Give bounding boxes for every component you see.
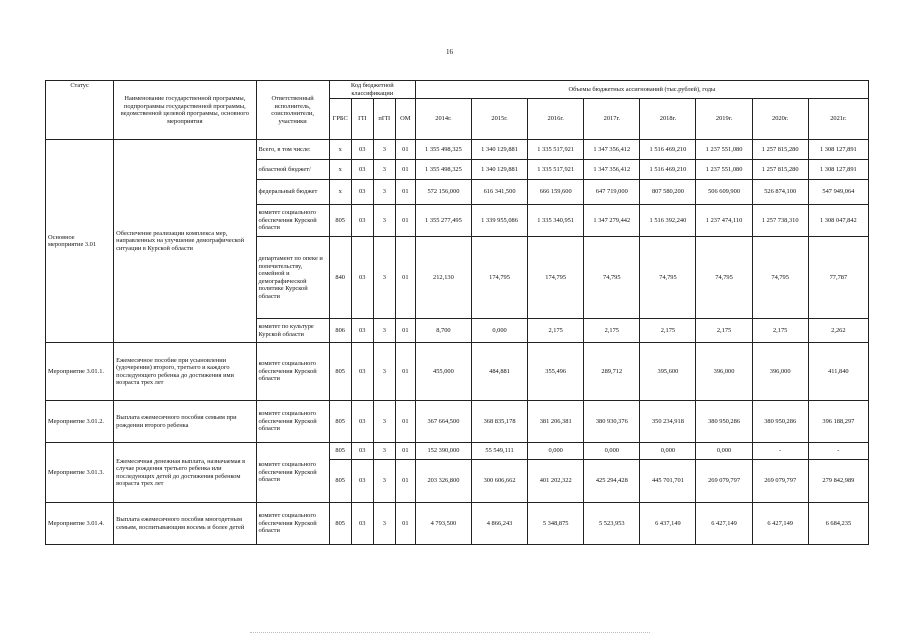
- value-cell: 1 340 129,881: [471, 160, 527, 180]
- value-cell: 1 347 356,412: [584, 140, 640, 160]
- resp-cell: комитет социального обеспечения Курской области: [256, 503, 329, 545]
- name-cell: Выплата ежемесячного пособия многодетным семьям, воспитывающим восемь и более детей: [114, 503, 256, 545]
- resp-cell: Всего, в том числе:: [256, 140, 329, 160]
- code-cell-gp: 03: [351, 503, 373, 545]
- code-cell-grbs: 806: [329, 319, 351, 343]
- code-cell-gp: 03: [351, 237, 373, 319]
- code-cell-pgp: 3: [373, 401, 395, 443]
- value-cell: 1 516 392,240: [640, 205, 696, 237]
- value-cell: 547 949,064: [808, 180, 868, 205]
- resp-cell: федеральный бюджет: [256, 180, 329, 205]
- header-year: 2018г.: [640, 99, 696, 140]
- value-cell: 2,175: [528, 319, 584, 343]
- value-cell: 279 842,989: [808, 460, 868, 503]
- value-cell: 368 835,178: [471, 401, 527, 443]
- value-cell: -: [752, 443, 808, 460]
- value-cell: 6 684,235: [808, 503, 868, 545]
- code-cell-gp: 03: [351, 205, 373, 237]
- code-cell-grbs: 805: [329, 503, 351, 545]
- value-cell: 289,712: [584, 343, 640, 401]
- value-cell: 0,000: [696, 443, 752, 460]
- value-cell: 395,600: [640, 343, 696, 401]
- resp-cell: комитет социального обеспечения Курской области: [256, 401, 329, 443]
- header-name: Наименование государственной программы, подпрограммы государственной программы, ведомственной целевой программы, основного мероприятия: [114, 81, 256, 140]
- code-cell-gp: 03: [351, 180, 373, 205]
- value-cell: 1 308 047,842: [808, 205, 868, 237]
- value-cell: 411,840: [808, 343, 868, 401]
- code-cell-grbs: 805: [329, 343, 351, 401]
- header-code: пГП: [373, 99, 395, 140]
- code-cell-grbs: 805: [329, 205, 351, 237]
- header-code: ГП: [351, 99, 373, 140]
- header-volumes: Объемы бюджетных ассигнований (тыс.рублей), годы: [415, 81, 868, 99]
- code-cell-om: 01: [395, 460, 415, 503]
- value-cell: 0,000: [640, 443, 696, 460]
- header-budget-code: Код бюджетной классификации: [329, 81, 415, 99]
- value-cell: 380 950,286: [752, 401, 808, 443]
- name-cell: Обеспечение реализации комплекса мер, направленных на улучшение демографической ситуации в Курской области: [114, 140, 256, 343]
- value-cell: 1 257 815,280: [752, 160, 808, 180]
- resp-cell: комитет социального обеспечения Курской области: [256, 343, 329, 401]
- value-cell: 1 308 127,891: [808, 160, 868, 180]
- resp-cell: комитет социального обеспечения Курской области: [256, 443, 329, 503]
- value-cell: 1 335 517,921: [528, 140, 584, 160]
- code-cell-gp: 03: [351, 443, 373, 460]
- value-cell: 396 188,297: [808, 401, 868, 443]
- code-cell-pgp: 3: [373, 160, 395, 180]
- status-cell: Мероприятие 3.01.4.: [46, 503, 114, 545]
- value-cell: 1 335 340,951: [528, 205, 584, 237]
- code-cell-grbs: х: [329, 140, 351, 160]
- value-cell: 2,175: [584, 319, 640, 343]
- status-cell: Мероприятие 3.01.1.: [46, 343, 114, 401]
- header-code: ОМ: [395, 99, 415, 140]
- value-cell: 2,175: [752, 319, 808, 343]
- code-cell-gp: 03: [351, 401, 373, 443]
- code-cell-om: 01: [395, 443, 415, 460]
- value-cell: 1 355 277,495: [415, 205, 471, 237]
- value-cell: 506 609,900: [696, 180, 752, 205]
- code-cell-pgp: 3: [373, 443, 395, 460]
- value-cell: 6 427,149: [752, 503, 808, 545]
- value-cell: 0,000: [471, 319, 527, 343]
- header-year: 2014г.: [415, 99, 471, 140]
- status-cell: Мероприятие 3.01.3.: [46, 443, 114, 503]
- value-cell: 1 516 469,210: [640, 140, 696, 160]
- value-cell: 1 355 498,325: [415, 160, 471, 180]
- footer-dots: [250, 632, 650, 634]
- code-cell-gp: 03: [351, 460, 373, 503]
- value-cell: 445 701,701: [640, 460, 696, 503]
- code-cell-grbs: х: [329, 180, 351, 205]
- code-cell-gp: 03: [351, 160, 373, 180]
- code-cell-om: 01: [395, 319, 415, 343]
- status-cell: Основное мероприятие 3.01: [46, 140, 114, 343]
- value-cell: 5 348,875: [528, 503, 584, 545]
- header-year: 2016г.: [528, 99, 584, 140]
- value-cell: 1 347 279,442: [584, 205, 640, 237]
- code-cell-pgp: 3: [373, 319, 395, 343]
- value-cell: 1 340 129,881: [471, 140, 527, 160]
- code-cell-grbs: 805: [329, 460, 351, 503]
- value-cell: 1 237 474,110: [696, 205, 752, 237]
- value-cell: 269 079,797: [752, 460, 808, 503]
- value-cell: 1 237 551,080: [696, 160, 752, 180]
- value-cell: 8,700: [415, 319, 471, 343]
- header-year: 2015г.: [471, 99, 527, 140]
- value-cell: 572 156,000: [415, 180, 471, 205]
- code-cell-om: 01: [395, 237, 415, 319]
- value-cell: 269 079,797: [696, 460, 752, 503]
- header-year: 2021г.: [808, 99, 868, 140]
- header-year: 2019г.: [696, 99, 752, 140]
- value-cell: 484,881: [471, 343, 527, 401]
- code-cell-om: 01: [395, 140, 415, 160]
- value-cell: 616 341,500: [471, 180, 527, 205]
- value-cell: 1 257 815,280: [752, 140, 808, 160]
- value-cell: 666 159,600: [528, 180, 584, 205]
- header-responsible: Ответственный исполнитель, соисполнители, участники: [256, 81, 329, 140]
- name-cell: Ежемесячное пособие при усыновлении (удочерении) второго, третьего и каждого последующего ребенка до достижения ими возраста трех лет: [114, 343, 256, 401]
- code-cell-om: 01: [395, 401, 415, 443]
- value-cell: 1 335 517,921: [528, 160, 584, 180]
- code-cell-pgp: 3: [373, 503, 395, 545]
- value-cell: 0,000: [584, 443, 640, 460]
- value-cell: 396,000: [752, 343, 808, 401]
- code-cell-gp: 03: [351, 343, 373, 401]
- code-cell-grbs: х: [329, 160, 351, 180]
- value-cell: 74,795: [696, 237, 752, 319]
- value-cell: -: [808, 443, 868, 460]
- value-cell: 5 523,953: [584, 503, 640, 545]
- code-cell-pgp: 3: [373, 140, 395, 160]
- value-cell: 174,795: [528, 237, 584, 319]
- value-cell: 380 950,286: [696, 401, 752, 443]
- code-cell-om: 01: [395, 160, 415, 180]
- value-cell: 6 437,149: [640, 503, 696, 545]
- value-cell: 807 580,200: [640, 180, 696, 205]
- value-cell: 2,175: [640, 319, 696, 343]
- code-cell-om: 01: [395, 343, 415, 401]
- value-cell: 425 294,428: [584, 460, 640, 503]
- value-cell: 300 606,662: [471, 460, 527, 503]
- header-year: 2020г.: [752, 99, 808, 140]
- name-cell: Выплата ежемесячного пособия семьям при рождении второго ребенка: [114, 401, 256, 443]
- resp-cell: комитет социального обеспечения Курской области: [256, 205, 329, 237]
- value-cell: 526 874,100: [752, 180, 808, 205]
- value-cell: 1 237 551,080: [696, 140, 752, 160]
- value-cell: 174,795: [471, 237, 527, 319]
- value-cell: 74,795: [752, 237, 808, 319]
- code-cell-om: 01: [395, 503, 415, 545]
- header-year: 2017г.: [584, 99, 640, 140]
- value-cell: 4 866,243: [471, 503, 527, 545]
- value-cell: 381 206,381: [528, 401, 584, 443]
- value-cell: 647 719,000: [584, 180, 640, 205]
- value-cell: 1 355 498,325: [415, 140, 471, 160]
- value-cell: 355,496: [528, 343, 584, 401]
- value-cell: 74,795: [640, 237, 696, 319]
- resp-cell: комитет по культуре Курской области: [256, 319, 329, 343]
- code-cell-pgp: 3: [373, 343, 395, 401]
- value-cell: 74,795: [584, 237, 640, 319]
- value-cell: 203 326,800: [415, 460, 471, 503]
- code-cell-grbs: 805: [329, 443, 351, 460]
- code-cell-grbs: 840: [329, 237, 351, 319]
- code-cell-gp: 03: [351, 319, 373, 343]
- page-number: 16: [446, 48, 453, 56]
- value-cell: 212,130: [415, 237, 471, 319]
- value-cell: 367 664,500: [415, 401, 471, 443]
- code-cell-pgp: 3: [373, 460, 395, 503]
- value-cell: 6 427,149: [696, 503, 752, 545]
- value-cell: 55 549,111: [471, 443, 527, 460]
- value-cell: 2,262: [808, 319, 868, 343]
- value-cell: 455,000: [415, 343, 471, 401]
- value-cell: 0,000: [528, 443, 584, 460]
- code-cell-om: 01: [395, 205, 415, 237]
- code-cell-grbs: 805: [329, 401, 351, 443]
- value-cell: 152 390,000: [415, 443, 471, 460]
- value-cell: 77,787: [808, 237, 868, 319]
- code-cell-pgp: 3: [373, 205, 395, 237]
- header-status: Статус: [46, 81, 114, 140]
- code-cell-gp: 03: [351, 140, 373, 160]
- resp-cell: областной бюджет/: [256, 160, 329, 180]
- value-cell: 401 202,322: [528, 460, 584, 503]
- header-code: ГРБС: [329, 99, 351, 140]
- name-cell: Ежемесячная денежная выплата, назначаемая в случае рождения третьего ребенка или последующих детей до достижения ребенком возраста трех лет: [114, 443, 256, 503]
- value-cell: 396,000: [696, 343, 752, 401]
- resp-cell: департамент по опеке и попечительству, семейной и демографической политике Курской области: [256, 237, 329, 319]
- value-cell: 1 257 738,310: [752, 205, 808, 237]
- code-cell-pgp: 3: [373, 237, 395, 319]
- value-cell: 4 793,500: [415, 503, 471, 545]
- status-cell: Мероприятие 3.01.2.: [46, 401, 114, 443]
- budget-table: [45, 80, 869, 545]
- code-cell-pgp: 3: [373, 180, 395, 205]
- value-cell: 1 516 469,210: [640, 160, 696, 180]
- value-cell: 380 930,376: [584, 401, 640, 443]
- value-cell: 350 234,918: [640, 401, 696, 443]
- value-cell: 1 308 127,891: [808, 140, 868, 160]
- value-cell: 1 339 955,086: [471, 205, 527, 237]
- value-cell: 2,175: [696, 319, 752, 343]
- code-cell-om: 01: [395, 180, 415, 205]
- value-cell: 1 347 356,412: [584, 160, 640, 180]
